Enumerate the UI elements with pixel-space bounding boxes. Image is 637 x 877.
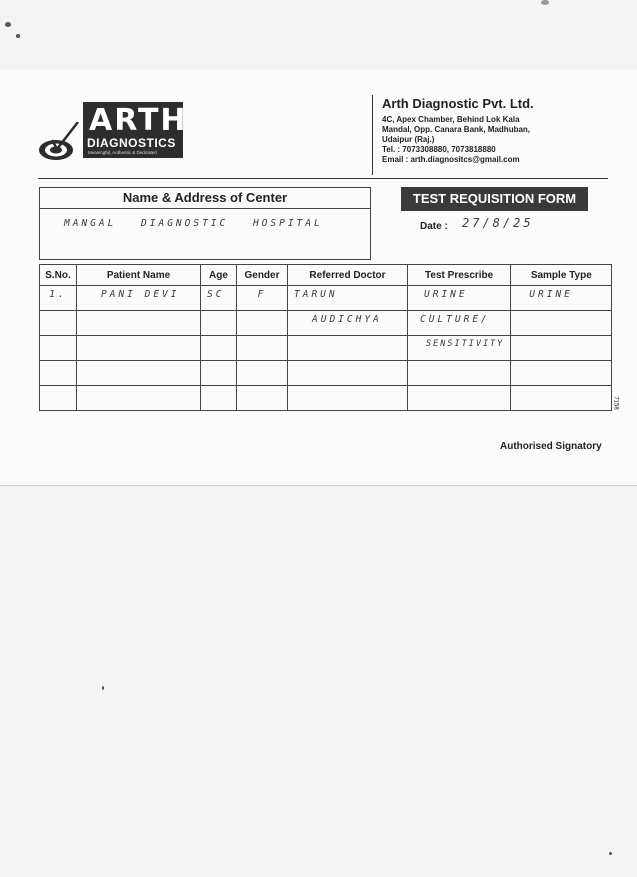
cell-patient-name xyxy=(77,311,200,314)
company-name: Arth Diagnostic Pvt. Ltd. xyxy=(382,96,534,111)
cell-referred-doctor xyxy=(288,361,407,364)
target-check-icon xyxy=(38,122,82,162)
cell-sample-type xyxy=(511,386,611,389)
company-tel: Tel. : 7073308880, 7073818880 xyxy=(382,145,496,154)
scan-speck xyxy=(102,686,104,690)
cell-test-prescribe xyxy=(408,361,510,364)
cell-referred-doctor xyxy=(288,386,407,389)
date-value: 27/8/25 xyxy=(462,216,534,230)
date-label: Date : xyxy=(420,221,448,232)
cell-gender xyxy=(237,361,287,364)
scan-speck xyxy=(5,22,11,27)
cell-sample-type xyxy=(511,336,611,339)
address-line-1: 4C, Apex Chamber, Behind Lok Kala xyxy=(382,115,520,124)
cell-sno xyxy=(40,311,76,314)
col-sample-type: Sample Type xyxy=(511,265,612,286)
cell-patient-name xyxy=(77,361,200,364)
company-email: Email : arth.diagnositcs@gmail.com xyxy=(382,155,520,164)
col-test-prescribe: Test Prescribe xyxy=(408,265,511,286)
cell-gender xyxy=(237,311,287,314)
table-header-row xyxy=(40,265,612,286)
center-heading: Name & Address of Center xyxy=(40,188,370,209)
table-row xyxy=(40,361,612,386)
table-row xyxy=(40,336,612,361)
cell-test-prescribe: URINE xyxy=(424,289,468,300)
cell-sample-type: URINE xyxy=(529,289,573,300)
cell-age xyxy=(201,311,236,314)
requisition-table xyxy=(39,264,612,411)
cell-sno xyxy=(40,361,76,364)
center-value: MANGAL DIAGNOSTIC HOSPITAL xyxy=(64,218,323,229)
cell-age xyxy=(201,336,236,339)
logo-brand: ARTH xyxy=(89,103,188,138)
col-age: Age xyxy=(201,265,237,286)
cell-patient-name: PANI DEVI xyxy=(101,289,180,300)
scan-speck xyxy=(16,34,20,38)
cell-test-prescribe: SENSITIVITY xyxy=(426,339,505,349)
cell-age xyxy=(201,361,236,364)
cell-sno: 1. xyxy=(49,289,67,300)
address-line-3: Udaipur (Raj.) xyxy=(382,135,435,144)
authorised-signatory: Authorised Signatory xyxy=(500,441,602,452)
cell-referred-doctor: TARUN xyxy=(294,289,338,300)
table-row xyxy=(40,286,612,311)
cell-patient-name xyxy=(77,386,200,389)
cell-sample-type xyxy=(511,311,611,314)
table-row xyxy=(40,311,612,336)
scan-speck xyxy=(609,852,612,855)
cell-age: SC xyxy=(207,289,225,300)
side-serial-number: 7158 xyxy=(612,396,619,410)
logo-tagline: Meaningful, Authentic & Dedicated xyxy=(88,150,157,155)
cell-gender xyxy=(237,336,287,339)
cell-patient-name xyxy=(77,336,200,339)
center-box xyxy=(39,187,371,260)
form-title: TEST REQUISITION FORM xyxy=(401,187,588,211)
scan-speck xyxy=(541,0,549,5)
col-referred-doctor: Referred Doctor xyxy=(288,265,408,286)
header-rule xyxy=(38,178,608,179)
requisition-sheet xyxy=(0,70,637,486)
table-row xyxy=(40,386,612,411)
logo-wordmark xyxy=(83,102,188,158)
col-patient-name: Patient Name xyxy=(77,265,201,286)
cell-test-prescribe xyxy=(408,386,510,389)
col-sno: S.No. xyxy=(40,265,77,286)
col-gender: Gender xyxy=(237,265,288,286)
company-block xyxy=(382,96,602,165)
cell-sno xyxy=(40,386,76,389)
cell-referred-doctor xyxy=(288,336,407,339)
cell-test-prescribe: CULTURE/ xyxy=(420,314,490,325)
cell-referred-doctor: AUDICHYA xyxy=(312,314,382,325)
logo-sub: DIAGNOSTICS xyxy=(87,136,176,150)
header-divider xyxy=(372,95,373,175)
cell-sno xyxy=(40,336,76,339)
address-line-2: Mandal, Opp. Canara Bank, Madhuban, xyxy=(382,125,531,134)
cell-age xyxy=(201,386,236,389)
cell-sample-type xyxy=(511,361,611,364)
cell-gender: F xyxy=(257,289,267,300)
arth-logo xyxy=(38,102,188,162)
cell-gender xyxy=(237,386,287,389)
